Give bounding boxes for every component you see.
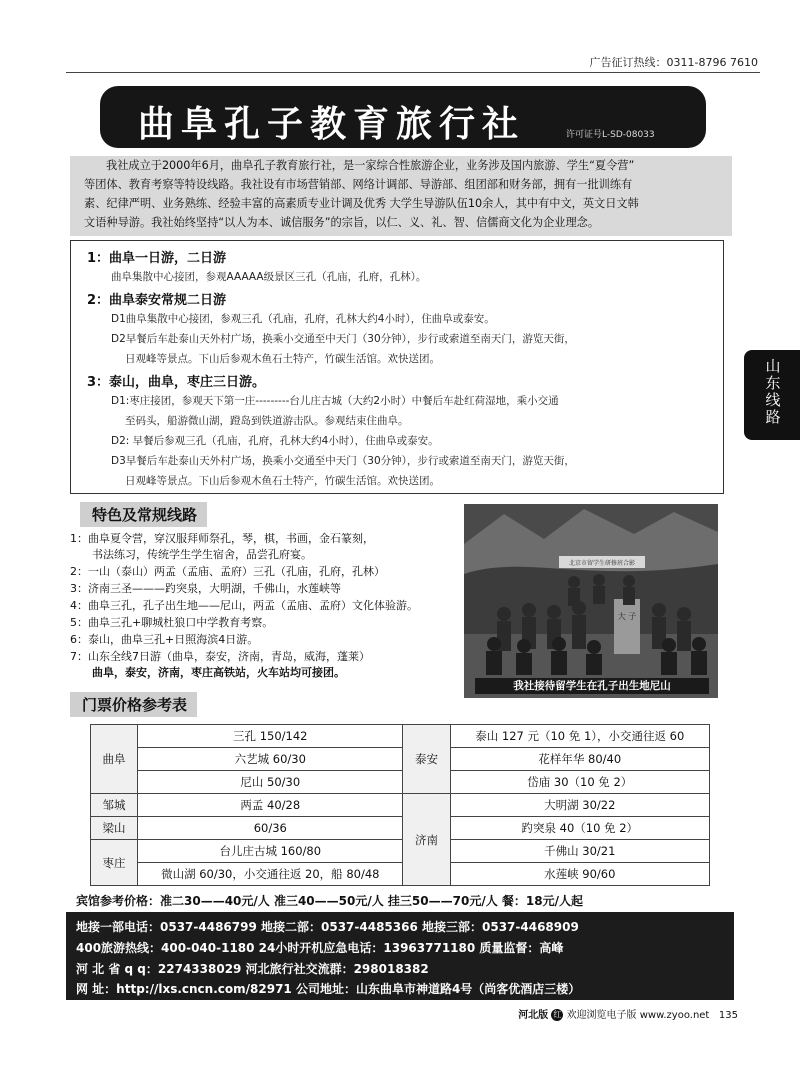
- route-3-day2: D2: 早餐后参观三孔（孔庙，孔府，孔林大约4小时），住曲阜或泰安。: [111, 435, 439, 447]
- table-row: [91, 840, 710, 863]
- header-rule: [66, 72, 760, 73]
- route-2-day1: D1曲阜集散中心接团，参观三孔（孔庙，孔府，孔林大约4小时），住曲阜或泰安。: [111, 313, 495, 325]
- city-cell: 曲阜: [91, 725, 138, 794]
- route-1-title: 1：曲阜一日游，二日游: [87, 251, 227, 266]
- agency-title: 曲阜孔子教育旅行社: [138, 103, 526, 145]
- tab-char: 线: [765, 391, 781, 409]
- tab-char: 山: [765, 357, 781, 375]
- feature-item: 4：曲阜三孔，孔子出生地——尼山，两孟（孟庙、孟府）文化体验游。: [70, 599, 418, 612]
- route-3-title: 3：泰山，曲阜，枣庄三日游。: [87, 375, 266, 390]
- price-cell: 台儿庄古城 160/80: [138, 840, 403, 863]
- city-cell: 邹城: [91, 794, 138, 817]
- tickets-heading: 门票价格参考表: [70, 692, 197, 717]
- photo-stone-text: 大 子: [617, 612, 637, 621]
- city-cell: 济南: [403, 794, 450, 886]
- feature-item: 6：泰山，曲阜三孔+日照海滨4日游。: [70, 633, 259, 646]
- intro-line: 文语种导游。我社始终坚持“以人为本、诚信服务”的宗旨，以仁、义、礼、智、信儒商文化为企业理念。: [84, 216, 600, 229]
- page-footer: [518, 1006, 738, 1021]
- hotel-prices: 宾馆参考价格：准二30——40元/人 准三40——50元/人 挂三50——70元/人 餐：18元/人起: [76, 894, 583, 908]
- route-2-title: 2：曲阜泰安常规二日游: [87, 293, 227, 308]
- price-cell: 大明湖 30/22: [450, 794, 709, 817]
- ad-hotline: 广告征订热线：0311-8796 7610: [589, 56, 758, 69]
- intro-line: 我社成立于2000年6月，曲阜孔子教育旅行社，是一家综合性旅游企业，业务涉及国内旅游、学生“夏令营”: [106, 159, 635, 172]
- city-cell: 梁山: [91, 817, 138, 840]
- contact-line: 400旅游热线：400-040-1180 24小时开机应急电话：13963771180 质量监督：高峰: [76, 941, 564, 955]
- section-tab-label: [756, 358, 790, 426]
- intro-line: 素、纪律严明、业务熟练、经验丰富的高素质专业计调及优秀 大学生导游队伍10余人，其中有中文，英文日文韩: [84, 197, 639, 210]
- table-row: [91, 794, 710, 817]
- route-3-day3-cont: 日观峰等景点。下山后参观木鱼石土特产，竹碳生活馆。欢快送团。: [125, 475, 440, 487]
- feature-item: 7：山东全线7日游（曲阜，泰安，济南，青岛，威海，蓬莱）: [70, 650, 370, 663]
- city-cell: 泰安: [403, 725, 450, 794]
- contact-line: 网 址：http://lxs.cncn.com/82971 公司地址：山东曲阜市神道路4号（尚客优酒店三楼）: [76, 982, 581, 996]
- footer-text: 欢迎浏览电子版 www.zyoo.net: [566, 1010, 710, 1021]
- price-cell: 60/36: [138, 817, 403, 840]
- table-row: [91, 817, 710, 840]
- price-cell: 六艺城 60/30: [138, 748, 403, 771]
- table-row: [91, 771, 710, 794]
- route-3-day1: D1:枣庄接团，参观天下第一庄---------台儿庄古城（大约2小时）中餐后车赴红荷湿地，乘小交通: [111, 395, 559, 407]
- route-1-desc: 曲阜集散中心接团，参观AAAAA级景区三孔（孔庙，孔府，孔林）。: [111, 271, 427, 283]
- price-cell: 趵突泉 40（10 免 2）: [450, 817, 709, 840]
- intro-line: 等团体、教育考察等特设线路。我社设有市场营销部、网络计调部、导游部、组团部和财务部，拥有一批训练有: [84, 178, 633, 191]
- price-cell: 泰山 127 元（10 免 1），小交通往返 60: [450, 725, 709, 748]
- contact-block: [66, 912, 734, 1000]
- route-2-day2: D2早餐后车赴泰山天外村广场，换乘小交通至中天门（30分钟），步行或索道至南天门，游览天街，: [111, 333, 575, 345]
- route-2-day2-cont: 日观峰等景点。下山后参观木鱼石土特产，竹碳生活馆。欢快送团。: [125, 353, 440, 365]
- price-cell: 花样年华 80/40: [450, 748, 709, 771]
- price-cell: 三孔 150/142: [138, 725, 403, 748]
- price-cell: 尼山 50/30: [138, 771, 403, 794]
- table-row: [91, 748, 710, 771]
- feature-item: 1：曲阜夏令营，穿汉服拜师祭孔，琴，棋，书画，金石篆刻，: [70, 532, 374, 545]
- photo-banner-text: 北京市留学生研修班合影: [568, 560, 636, 567]
- license-number: 许可证号L-SD-08033: [566, 130, 655, 140]
- contact-line: 地接一部电话：0537-4486799 地接二部：0537-4485366 地接三部：0537-4468909: [76, 920, 579, 934]
- price-cell: 岱庙 30（10 免 2）: [450, 771, 709, 794]
- city-cell: 枣庄: [91, 840, 138, 886]
- route-3-day1-cont: 至码头，船游微山湖，蹬岛到铁道游击队。参观结束住曲阜。: [125, 415, 409, 427]
- contact-line: 河 北 省 q q：2274338029 河北旅行社交流群：298018382: [76, 962, 429, 976]
- intro-paragraph: [70, 156, 732, 236]
- feature-item: 3：济南三圣———趵突泉，大明湖，千佛山，水莲峡等: [70, 582, 341, 595]
- features-heading: 特色及常规线路: [80, 502, 207, 527]
- price-cell: 微山湖 60/30，小交通往返 20，船 80/48: [138, 863, 403, 886]
- routes-box: [70, 240, 724, 494]
- price-cell: 两孟 40/28: [138, 794, 403, 817]
- photo-caption: 我社接待留学生在孔子出生地尼山: [475, 678, 709, 694]
- feature-item: 2：一山（泰山）两孟（孟庙、孟府）三孔（孔庙，孔府，孔林）: [70, 565, 385, 578]
- feature-item: 5：曲阜三孔+聊城杜狼口中学教育考察。: [70, 616, 274, 629]
- edition-badge-icon: 红: [553, 1010, 562, 1019]
- route-3-day3: D3早餐后车赴泰山天外村广场，换乘小交通至中天门（30分钟），步行或索道至南天门，游览天街，: [111, 455, 575, 467]
- page-number: 135: [718, 1010, 738, 1021]
- table-row: [91, 725, 710, 748]
- tab-char: 路: [765, 408, 781, 426]
- tab-char: 东: [765, 374, 781, 392]
- group-photo: [464, 504, 718, 698]
- ticket-price-table: [90, 724, 710, 886]
- feature-item: 曲阜，泰安，济南，枣庄高铁站，火车站均可接团。: [92, 666, 345, 679]
- price-cell: 千佛山 30/21: [450, 840, 709, 863]
- group-photo-illustration: [464, 504, 718, 698]
- table-row: [91, 863, 710, 886]
- edition-label: 河北版: [518, 1010, 549, 1021]
- feature-item: 书法练习，传统学生学生宿舍，品尝孔府宴。: [92, 548, 312, 561]
- price-cell: 水莲峡 90/60: [450, 863, 709, 886]
